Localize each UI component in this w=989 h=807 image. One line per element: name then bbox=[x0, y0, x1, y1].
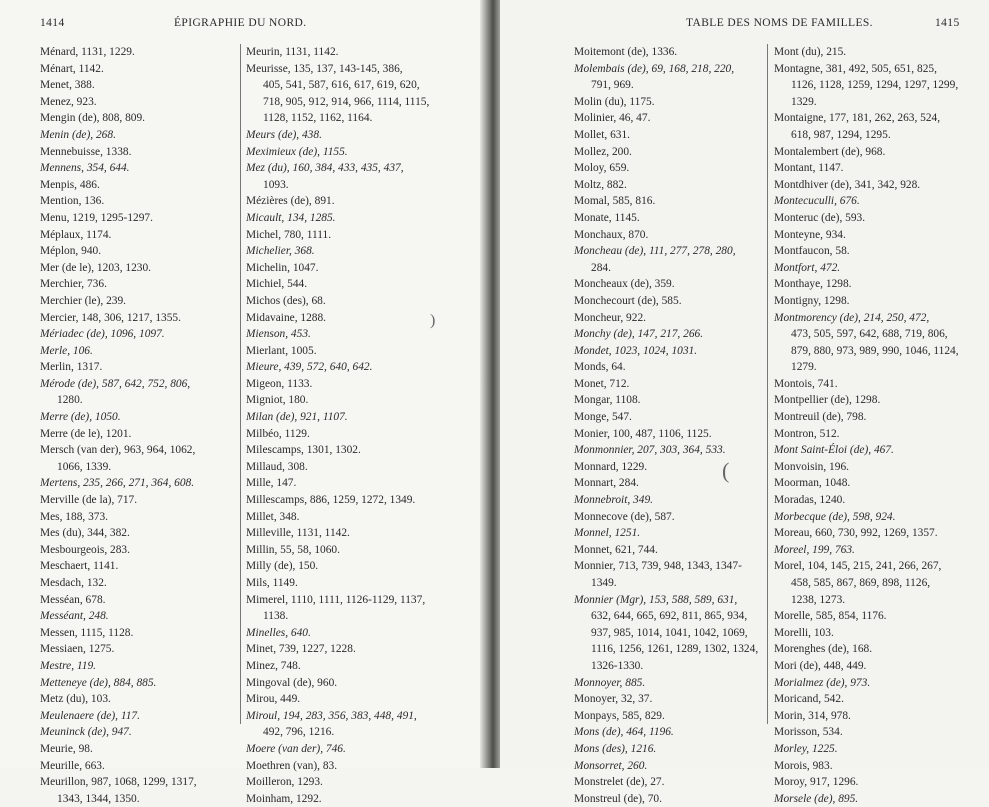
index-entry: Montron, 512. bbox=[774, 427, 840, 440]
index-entry: Monier, 100, 487, 1106, 1125. bbox=[574, 427, 712, 440]
index-entry: Millin, 55, 58, 1060. bbox=[246, 543, 340, 556]
index-entry: Merle, 106. bbox=[40, 344, 93, 357]
index-entry: Messen, 1115, 1128. bbox=[40, 626, 134, 639]
index-entry-continuation: 1238, 1273. bbox=[791, 593, 846, 606]
index-entry: Moethren (van), 83. bbox=[246, 759, 338, 772]
right-page-number: 1415 bbox=[935, 17, 960, 29]
index-entry: Monnel, 1251. bbox=[574, 527, 641, 540]
index-entry: Monstreul (de), 70. bbox=[574, 792, 662, 805]
index-entry: Monstrelet (de), 27. bbox=[574, 776, 665, 789]
index-entry: Mollez, 200. bbox=[574, 145, 632, 158]
index-entry: Montdhiver (de), 341, 342, 928. bbox=[774, 178, 921, 191]
index-entry: Messéan, 678. bbox=[40, 593, 106, 606]
index-entry: Moere (van der), 746. bbox=[246, 742, 346, 755]
right-column-2 bbox=[774, 44, 984, 807]
index-entry: Méplaux, 1174. bbox=[40, 228, 112, 241]
index-entry: Metteneye (de), 884, 885. bbox=[40, 676, 157, 689]
index-entry: Menin (de), 268. bbox=[40, 128, 116, 141]
index-entry: Millet, 348. bbox=[246, 510, 300, 523]
index-entry: Moitemont (de), 1336. bbox=[574, 46, 678, 58]
index-entry-continuation: 632, 644, 665, 692, 811, 865, 934, bbox=[591, 610, 748, 623]
index-entry: Mertens, 235, 266, 271, 364, 608. bbox=[40, 477, 195, 490]
left-column-2 bbox=[246, 44, 478, 807]
index-entry-continuation: 618, 987, 1294, 1295. bbox=[791, 128, 891, 141]
index-entry: Mersch (van der), 963, 964, 1062, bbox=[40, 444, 196, 457]
index-entry: Michos (des), 68. bbox=[246, 294, 326, 307]
index-entry: Morelle, 585, 854, 1176. bbox=[774, 610, 887, 623]
index-entry-continuation: 1326-1330. bbox=[591, 659, 644, 672]
index-entry: Minelles, 640. bbox=[246, 626, 311, 639]
index-entry: Moricand, 542. bbox=[774, 693, 844, 706]
index-entry: Merlin, 1317. bbox=[40, 361, 103, 374]
index-entry: Micault, 134, 1285. bbox=[246, 211, 336, 224]
left-column-divider bbox=[240, 44, 241, 724]
index-entry: Mont (du), 215. bbox=[774, 46, 847, 58]
index-entry: Moinham, 1292. bbox=[246, 792, 322, 805]
index-entry: Moreel, 199, 763. bbox=[774, 543, 855, 556]
index-entry: Morel, 104, 145, 215, 241, 266, 267, bbox=[774, 560, 942, 573]
index-entry: Monge, 547. bbox=[574, 411, 632, 424]
index-entry: Mestre, 119. bbox=[40, 659, 96, 672]
index-entry: Mont Saint-Éloi (de), 467. bbox=[774, 444, 894, 457]
index-entry-continuation: 284. bbox=[591, 261, 611, 274]
index-entry: Michiel, 544. bbox=[246, 278, 308, 291]
index-entry: Morin, 314, 978. bbox=[774, 709, 851, 722]
index-entry: Mer (de le), 1203, 1230. bbox=[40, 261, 152, 274]
index-entry: Metz (du), 103. bbox=[40, 693, 111, 706]
index-entry-continuation: 1128, 1152, 1162, 1164. bbox=[263, 112, 373, 125]
index-entry: Moorman, 1048. bbox=[774, 477, 851, 490]
index-entry: Moncheau (de), 111, 277, 278, 280, bbox=[574, 245, 736, 258]
index-entry-continuation: 1066, 1339. bbox=[57, 460, 112, 473]
index-entry-continuation: 937, 985, 1014, 1041, 1042, 1069, bbox=[591, 626, 748, 639]
index-entry: Mongar, 1108. bbox=[574, 394, 641, 407]
index-entry: Migniot, 180. bbox=[246, 394, 309, 407]
index-entry: Mennebuisse, 1338. bbox=[40, 145, 132, 158]
index-entry: Mori (de), 448, 449. bbox=[774, 659, 867, 672]
index-entry: Moncheaux (de), 359. bbox=[574, 278, 675, 291]
right-running-head: TABLE DES NOMS DE FAMILLES. bbox=[686, 17, 873, 29]
index-entry: Montmorency (de), 214, 250, 472, bbox=[774, 311, 930, 324]
index-entry: Morsele (de), 895. bbox=[774, 792, 859, 805]
index-entry: Michelier, 368. bbox=[246, 245, 315, 258]
index-entry: Meuninck (de), 947. bbox=[40, 726, 132, 739]
right-column-1 bbox=[574, 44, 764, 807]
index-entry: Monds, 64. bbox=[574, 361, 626, 374]
index-entry: Monchecourt (de), 585. bbox=[574, 294, 682, 307]
index-entry: Morisson, 534. bbox=[774, 726, 843, 739]
index-entry: Monmonnier, 207, 303, 364, 533. bbox=[574, 444, 726, 457]
index-entry: Mons (de), 464, 1196. bbox=[574, 726, 674, 739]
index-entry: Meurisse, 135, 137, 143-145, 386, bbox=[246, 62, 403, 75]
index-entry: Montant, 1147. bbox=[774, 162, 844, 175]
index-entry: Merchier (le), 239. bbox=[40, 294, 127, 307]
left-page bbox=[0, 0, 486, 805]
index-entry-continuation: 458, 585, 867, 869, 898, 1126, bbox=[791, 577, 931, 589]
index-entry: Mesbourgeois, 283. bbox=[40, 543, 130, 556]
index-entry: Moloy, 659. bbox=[574, 162, 630, 175]
stray-mark: ) bbox=[430, 312, 436, 329]
index-entry: Migeon, 1133. bbox=[246, 377, 313, 390]
index-entry: Ménart, 1142. bbox=[40, 62, 104, 75]
index-entry: Mengin (de), 808, 809. bbox=[40, 112, 146, 125]
index-entry: Montfort, 472. bbox=[774, 261, 841, 274]
index-entry: Michelin, 1047. bbox=[246, 261, 319, 274]
index-entry: Mondet, 1023, 1024, 1031. bbox=[574, 344, 698, 357]
index-entry: Meurie, 98. bbox=[40, 742, 93, 755]
index-entry: Meximieux (de), 1155. bbox=[246, 145, 348, 158]
index-entry: Morialmez (de), 973. bbox=[774, 676, 871, 689]
index-entry: Mention, 136. bbox=[40, 195, 105, 208]
index-entry: Miroul, 194, 283, 356, 383, 448, 491, bbox=[246, 709, 417, 722]
index-entry: Mirou, 449. bbox=[246, 693, 301, 706]
index-entry: Mimerel, 1110, 1111, 1126-1129, 1137, bbox=[246, 593, 426, 606]
index-entry-continuation: 1126, 1128, 1259, 1294, 1297, 1299, bbox=[791, 79, 959, 92]
index-entry: Moradas, 1240. bbox=[774, 494, 846, 507]
index-entry: Minet, 739, 1227, 1228. bbox=[246, 643, 356, 656]
index-entry: Molembais (de), 69, 168, 218, 220, bbox=[574, 62, 735, 75]
index-entry: Milleville, 1131, 1142. bbox=[246, 527, 350, 540]
index-entry: Monvoisin, 196. bbox=[774, 460, 849, 473]
index-entry: Mieure, 439, 572, 640, 642. bbox=[246, 361, 373, 374]
index-entry: Mérode (de), 587, 642, 752, 806, bbox=[40, 377, 191, 390]
index-entry: Meurs (de), 438. bbox=[246, 128, 322, 141]
index-entry: Molinier, 46, 47. bbox=[574, 112, 651, 125]
index-entry: Meurin, 1131, 1142. bbox=[246, 46, 339, 58]
index-entry: Mes, 188, 373. bbox=[40, 510, 109, 523]
index-entry: Meurille, 663. bbox=[40, 759, 105, 772]
index-entry: Menet, 388. bbox=[40, 79, 95, 92]
index-entry: Milan (de), 921, 1107. bbox=[246, 411, 348, 424]
index-entry: Monpays, 585, 829. bbox=[574, 709, 665, 722]
index-entry: Monnier (Mgr), 153, 588, 589, 631, bbox=[574, 593, 738, 606]
index-entry: Montpellier (de), 1298. bbox=[774, 394, 881, 407]
index-entry: Montois, 741. bbox=[774, 377, 838, 390]
index-entry: Mons (des), 1216. bbox=[574, 742, 657, 755]
index-entry-continuation: 1093. bbox=[263, 178, 289, 191]
index-entry: Menu, 1219, 1295-1297. bbox=[40, 211, 153, 224]
index-entry: Montagne, 381, 492, 505, 651, 825, bbox=[774, 62, 937, 75]
index-entry: Méplon, 940. bbox=[40, 245, 102, 258]
index-entry: Monet, 712. bbox=[574, 377, 630, 390]
right-column-divider bbox=[767, 44, 768, 724]
index-entry: Mes (du), 344, 382. bbox=[40, 527, 130, 540]
index-entry: Monnart, 284. bbox=[574, 477, 639, 490]
index-entry: Monnoyer, 885. bbox=[574, 676, 646, 689]
index-entry: Montaigne, 177, 181, 262, 263, 524, bbox=[774, 112, 941, 125]
index-entry: Montreuil (de), 798. bbox=[774, 411, 867, 424]
index-entry: Milescamps, 1301, 1302. bbox=[246, 444, 361, 457]
index-entry: Merre (de le), 1201. bbox=[40, 427, 132, 440]
right-page bbox=[500, 0, 989, 805]
index-entry: Milbéo, 1129. bbox=[246, 427, 310, 440]
index-entry-continuation: 1349. bbox=[591, 577, 617, 589]
index-entry: Mierlant, 1005. bbox=[246, 344, 317, 357]
index-entry: Moreau, 660, 730, 992, 1269, 1357. bbox=[774, 527, 938, 540]
index-entry: Molin (du), 1175. bbox=[574, 95, 655, 108]
index-entry: Monoyer, 32, 37. bbox=[574, 693, 653, 706]
index-entry-continuation: 1329. bbox=[791, 95, 817, 108]
index-entry: Monteruc (de), 593. bbox=[774, 211, 866, 224]
index-entry: Mériadec (de), 1096, 1097. bbox=[40, 328, 165, 341]
index-entry-continuation: 1280. bbox=[57, 394, 83, 407]
index-entry: Mesdach, 132. bbox=[40, 577, 107, 589]
index-entry: Monchy (de), 147, 217, 266. bbox=[574, 328, 704, 341]
index-entry: Messéant, 248. bbox=[40, 610, 109, 623]
index-entry: Ménard, 1131, 1229. bbox=[40, 46, 135, 58]
index-entry: Mézières (de), 891. bbox=[246, 195, 335, 208]
left-page-number: 1414 bbox=[40, 17, 65, 29]
pencil-mark: ( bbox=[722, 458, 730, 483]
index-entry: Michel, 780, 1111. bbox=[246, 228, 332, 241]
index-entry: Moilleron, 1293. bbox=[246, 776, 323, 789]
index-entry: Mingoval (de), 960. bbox=[246, 676, 338, 689]
left-column-1 bbox=[40, 44, 236, 807]
index-entry-continuation: 791, 969. bbox=[591, 79, 634, 92]
index-entry: Monnet, 621, 744. bbox=[574, 543, 658, 556]
index-entry-continuation: 1343, 1344, 1350. bbox=[57, 792, 140, 805]
index-entry: Midavaine, 1288. bbox=[246, 311, 327, 324]
index-entry: Merchier, 736. bbox=[40, 278, 107, 291]
index-entry: Menpis, 486. bbox=[40, 178, 100, 191]
index-entry: Moncheur, 922. bbox=[574, 311, 646, 324]
index-entry-continuation: 405, 541, 587, 616, 617, 619, 620, bbox=[263, 79, 420, 92]
index-entry: Milly (de), 150. bbox=[246, 560, 319, 573]
index-entry: Millaud, 308. bbox=[246, 460, 308, 473]
index-entry: Mennens, 354, 644. bbox=[40, 162, 130, 175]
index-entry: Morley, 1225. bbox=[774, 742, 838, 755]
index-entry: Millescamps, 886, 1259, 1272, 1349. bbox=[246, 494, 416, 507]
index-entry: Merre (de), 1050. bbox=[40, 411, 121, 424]
index-entry: Morelli, 103. bbox=[774, 626, 834, 639]
index-entry: Mez (du), 160, 384, 433, 435, 437, bbox=[246, 162, 404, 175]
index-entry-continuation: 1279. bbox=[791, 361, 817, 374]
index-entry: Monnard, 1229. bbox=[574, 460, 648, 473]
index-entry: Meulenaere (de), 117. bbox=[40, 709, 140, 722]
index-entry-continuation: 879, 880, 973, 989, 990, 1046, 1124, bbox=[791, 344, 959, 357]
index-entry-continuation: 718, 905, 912, 914, 966, 1114, 1115, bbox=[263, 95, 430, 108]
index-entry: Moroy, 917, 1296. bbox=[774, 776, 859, 789]
index-entry: Momal, 585, 816. bbox=[574, 195, 656, 208]
index-entry: Montecuculli, 676. bbox=[774, 195, 860, 208]
index-entry: Morois, 983. bbox=[774, 759, 833, 772]
index-entry: Montigny, 1298. bbox=[774, 294, 850, 307]
index-entry: Morbecque (de), 598, 924. bbox=[774, 510, 896, 523]
index-entry: Mienson, 453. bbox=[246, 328, 311, 341]
index-entry: Monate, 1145. bbox=[574, 211, 640, 224]
index-entry: Merville (de la), 717. bbox=[40, 494, 138, 507]
index-entry: Menez, 923. bbox=[40, 95, 97, 108]
index-entry: Monsorret, 260. bbox=[574, 759, 648, 772]
index-entry-continuation: 492, 796, 1216. bbox=[263, 726, 335, 739]
index-entry: Monteyne, 934. bbox=[774, 228, 846, 241]
index-entry: Monnecove (de), 587. bbox=[574, 510, 675, 523]
index-entry-continuation: 473, 505, 597, 642, 688, 719, 806, bbox=[791, 328, 948, 341]
index-entry: Monchaux, 870. bbox=[574, 228, 649, 241]
index-entry: Montfaucon, 58. bbox=[774, 245, 850, 258]
index-entry: Montalembert (de), 968. bbox=[774, 145, 886, 158]
index-entry: Mils, 1149. bbox=[246, 577, 298, 589]
index-entry: Moltz, 882. bbox=[574, 178, 627, 191]
index-entry: Messiaen, 1275. bbox=[40, 643, 115, 656]
index-entry: Mercier, 148, 306, 1217, 1355. bbox=[40, 311, 181, 324]
index-entry-continuation: 1138. bbox=[263, 610, 289, 623]
index-entry: Meschaert, 1141. bbox=[40, 560, 119, 573]
index-entry: Morenghes (de), 168. bbox=[774, 643, 873, 656]
left-running-head: ÉPIGRAPHIE DU NORD. bbox=[174, 17, 307, 29]
index-entry: Monnier, 713, 739, 948, 1343, 1347- bbox=[574, 560, 742, 573]
index-entry: Mollet, 631. bbox=[574, 128, 631, 141]
index-entry: Minez, 748. bbox=[246, 659, 301, 672]
index-entry: Meurillon, 987, 1068, 1299, 1317, bbox=[40, 776, 197, 789]
index-entry: Monnebroit, 349. bbox=[574, 494, 653, 507]
index-entry: Mille, 147. bbox=[246, 477, 297, 490]
index-entry-continuation: 1116, 1256, 1261, 1289, 1302, 1324, bbox=[591, 643, 759, 656]
index-entry: Monthaye, 1298. bbox=[774, 278, 852, 291]
